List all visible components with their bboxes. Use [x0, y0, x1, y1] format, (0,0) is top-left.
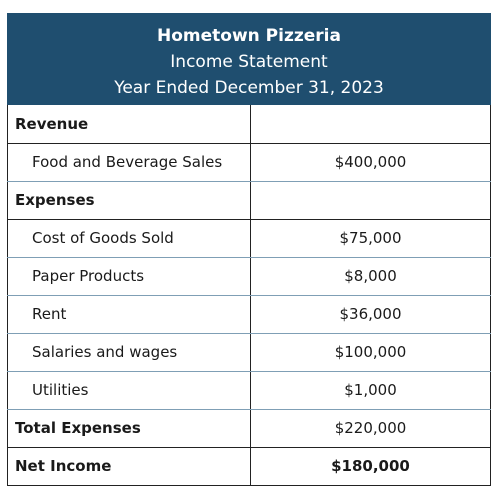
statement-table: [7, 105, 491, 486]
row-label: Food and Beverage Sales: [8, 143, 251, 181]
row-label: Total Expenses: [8, 409, 251, 447]
income-statement: [7, 13, 491, 486]
table-row-rent: [8, 295, 491, 333]
row-amount: $180,000: [251, 447, 491, 485]
table-row-net-income: [8, 447, 491, 485]
row-label: Utilities: [8, 371, 251, 409]
table-row-cost-of-goods-sold: [8, 219, 491, 257]
statement-header: [7, 13, 491, 105]
row-label: Expenses: [8, 181, 251, 219]
company-name: Hometown Pizzeria: [157, 26, 341, 46]
row-label: Revenue: [8, 105, 251, 143]
row-amount: $75,000: [251, 219, 491, 257]
row-label: Cost of Goods Sold: [8, 219, 251, 257]
row-amount: $100,000: [251, 333, 491, 371]
row-amount: $36,000: [251, 295, 491, 333]
row-amount: $220,000: [251, 409, 491, 447]
row-label: Salaries and wages: [8, 333, 251, 371]
row-amount: [251, 181, 491, 219]
statement-period: Year Ended December 31, 2023: [114, 78, 384, 98]
table-row-revenue-heading: [8, 105, 491, 143]
row-amount: $1,000: [251, 371, 491, 409]
row-label: Rent: [8, 295, 251, 333]
table-row-total-expenses: [8, 409, 491, 447]
row-amount: [251, 105, 491, 143]
table-row-salaries-wages: [8, 333, 491, 371]
row-label: Paper Products: [8, 257, 251, 295]
row-amount: $8,000: [251, 257, 491, 295]
row-amount: $400,000: [251, 143, 491, 181]
table-row-food-beverage-sales: [8, 143, 491, 181]
table-row-expenses-heading: [8, 181, 491, 219]
row-label: Net Income: [8, 447, 251, 485]
statement-title: Income Statement: [170, 52, 328, 72]
table-row-paper-products: [8, 257, 491, 295]
table-row-utilities: [8, 371, 491, 409]
